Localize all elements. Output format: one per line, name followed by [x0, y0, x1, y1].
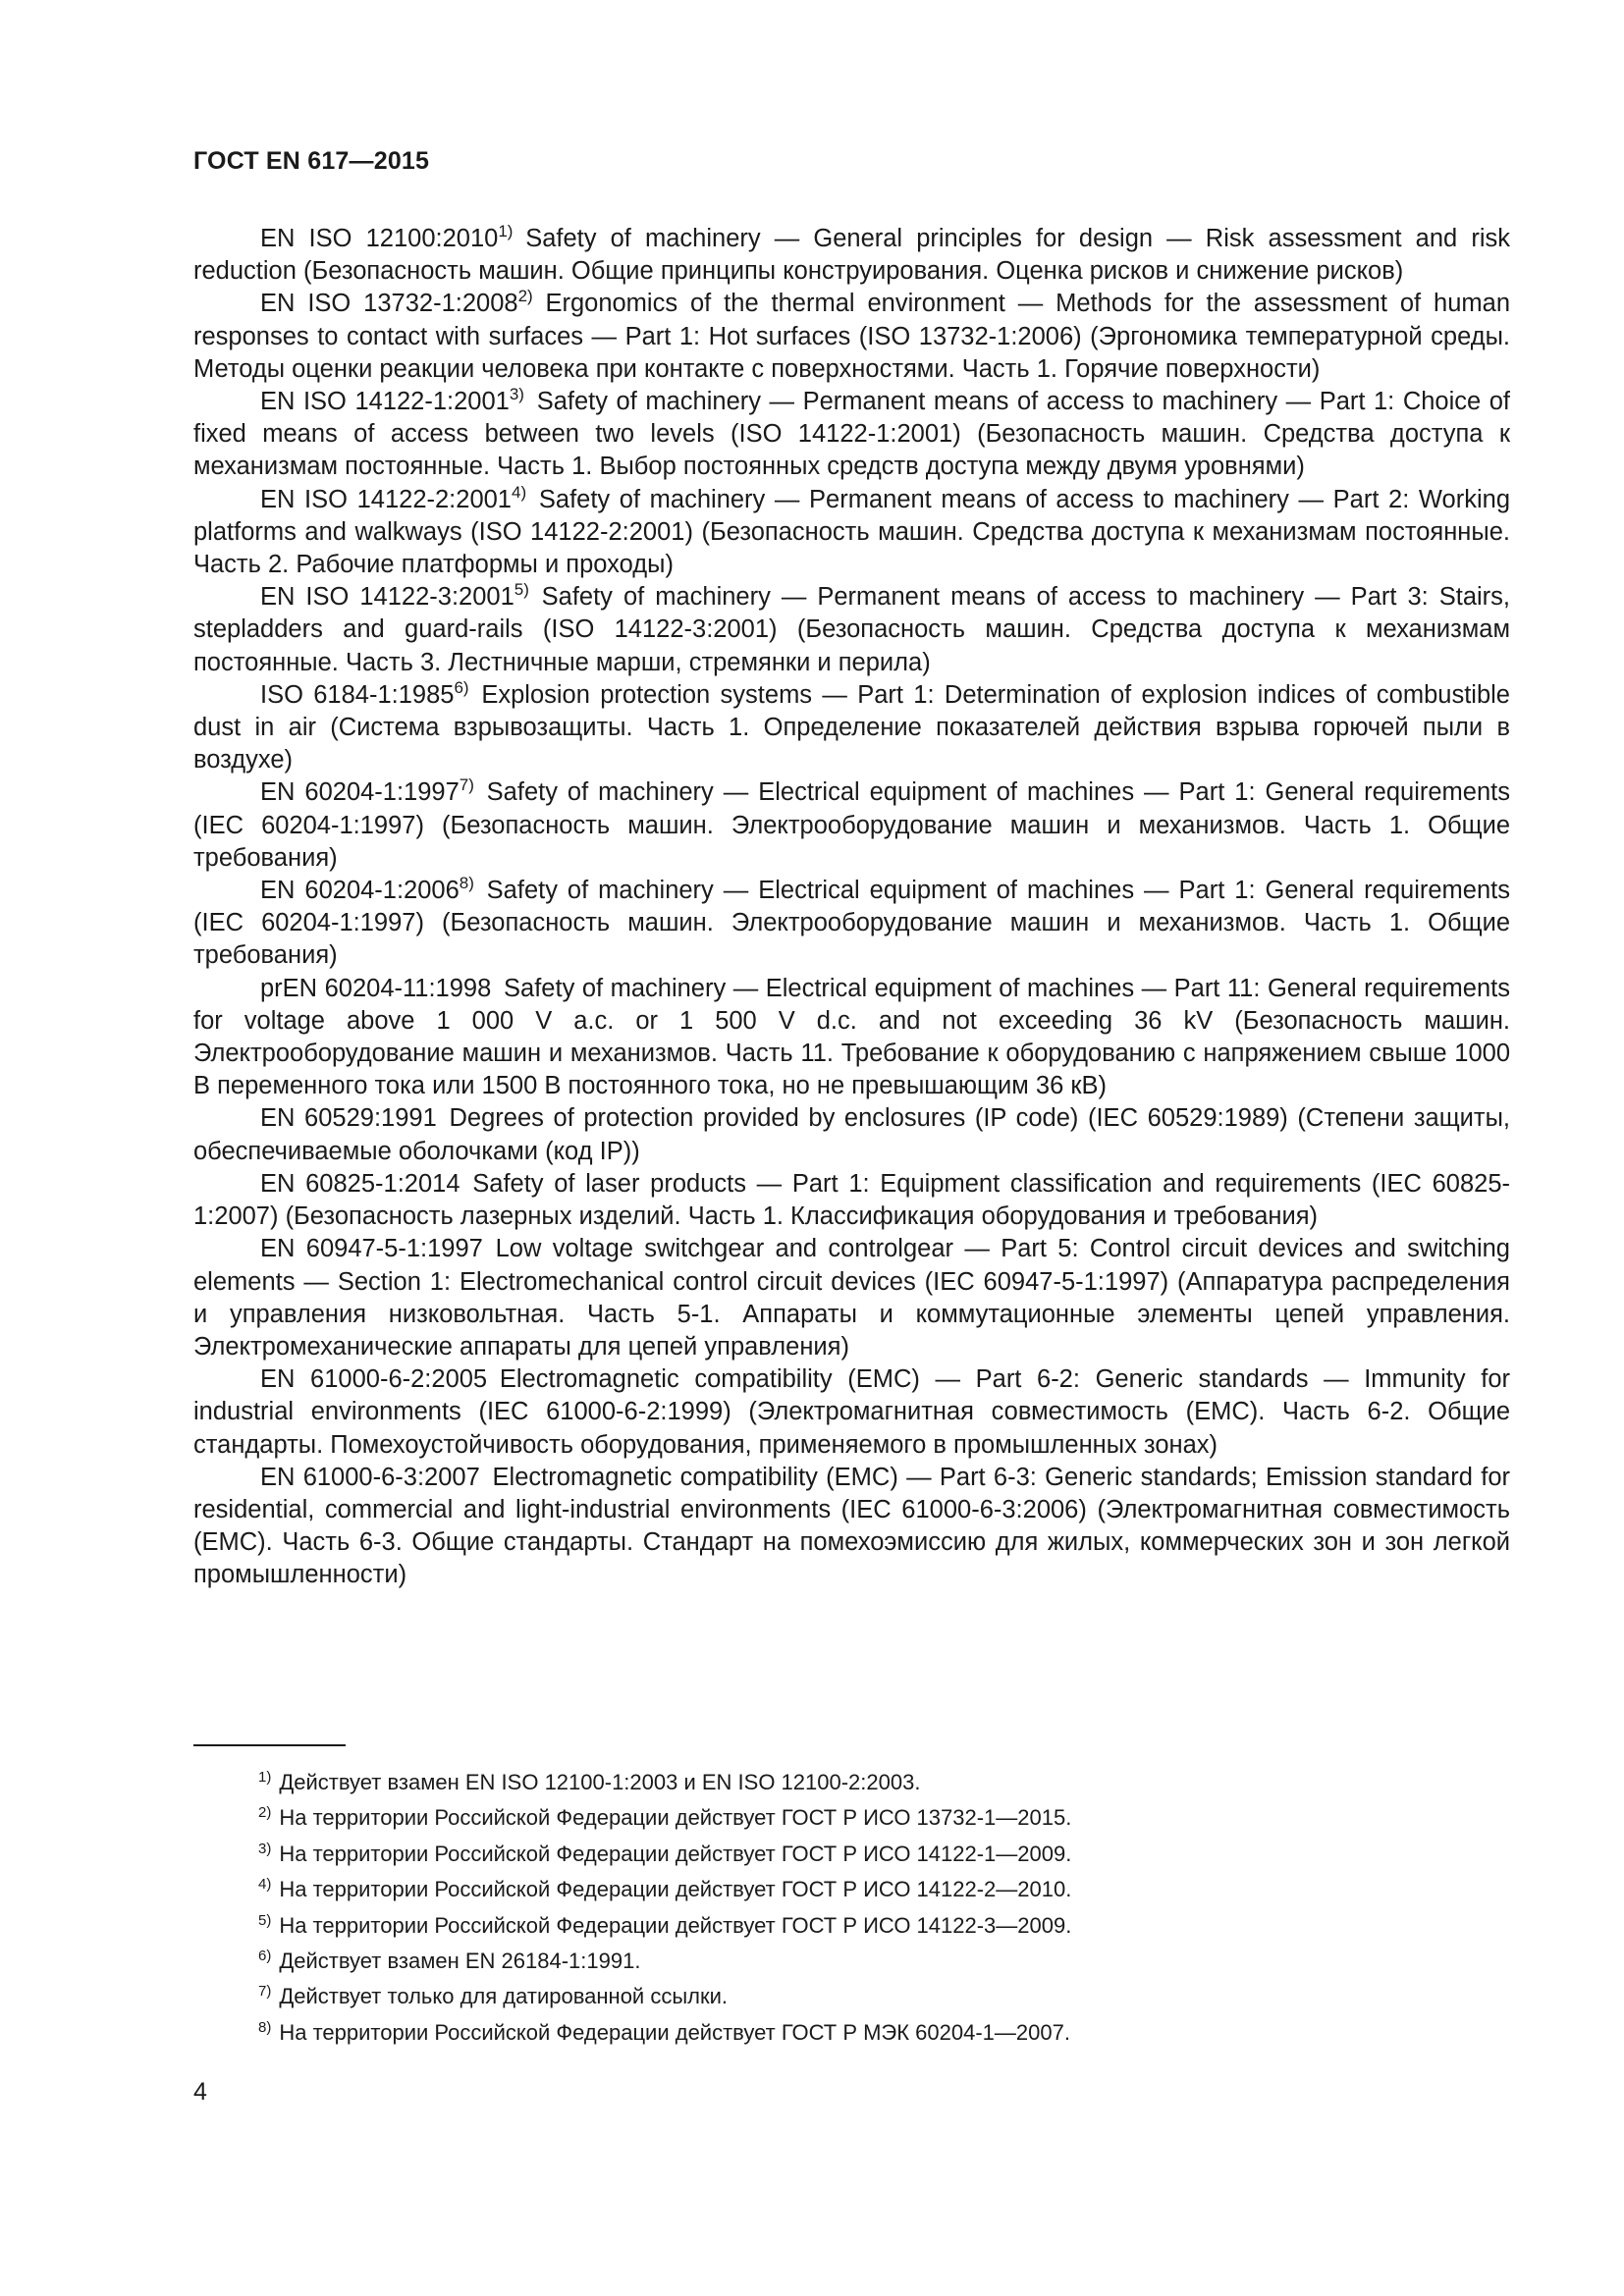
footnote — [258, 2015, 1436, 2051]
footnote-text: На территории Российской Федерации действует ГОСТ Р ИСО 13732-1—2015. — [279, 1805, 1072, 1831]
footnote-text: На территории Российской Федерации действует ГОСТ Р ИСО 14122-3—2009. — [279, 1912, 1072, 1938]
footnote — [258, 1765, 1436, 1800]
page-number: 4 — [193, 2078, 207, 2106]
footnote-text: На территории Российской Федерации действует ГОСТ Р ИСО 14122-2—2010. — [279, 1877, 1072, 1902]
reference-text: Safety of machinery — Permanent means of access to machinery — Part 2: Working platforms and walkways (ISO 14122-2:2001) (Безопасность машин. Средства доступа к механизмам постоянные. Часть 2. Рабочие платформы и проходы) — [193, 485, 1510, 579]
footnote-number: 1) — [258, 1769, 272, 1786]
footnote-number: 6) — [258, 1947, 272, 1964]
footnote-text: Действует только для датированной ссылки. — [279, 1984, 729, 2009]
reference-entry — [193, 875, 1510, 973]
reference-entry — [193, 1102, 1510, 1167]
footnote-mark: 7) — [459, 775, 474, 795]
reference-code: EN 61000-6-3:2007 — [260, 1463, 480, 1491]
footnote-number: 8) — [258, 2018, 272, 2036]
reference-text: Ergonomics of the thermal environment — Methods for the assessment of human responses to contact with surfaces — Part 1: Hot surfaces (ISO 13732-1:2006) (Эргономика температурной среды. Методы оценки реакции человека при контакте с поверхностями. Часть 1. Горячие поверхности) — [193, 290, 1510, 383]
reference-code: EN ISO 14122-2:2001 — [260, 485, 512, 513]
reference-text: Degrees of protection provided by enclosures (IP code) (IEC 60529:1989) (Степени защиты, обеспечиваемые оболочками (код IP)) — [193, 1104, 1511, 1165]
reference-code: EN ISO 14122-1:2001 — [260, 388, 510, 416]
reference-entry — [193, 776, 1510, 875]
reference-entry — [193, 288, 1510, 386]
footnote-mark: 2) — [517, 287, 533, 306]
footnote — [258, 1979, 1436, 2014]
reference-code: EN 60947-5-1:1997 — [260, 1235, 483, 1263]
reference-entry — [193, 1363, 1510, 1462]
reference-text: Electromagnetic compatibility (EMC) — Part 6-2: Generic standards — Immunity for industrial environments (IEC 61000-6-2:1999) (Электромагнитная совместимость (ЕМС). Часть 6-2. Общие стандарты. Помехоустойчивость оборудования, применяемого в промышленных зонах) — [193, 1365, 1511, 1459]
reference-entry — [193, 484, 1510, 582]
reference-entry — [193, 1168, 1510, 1233]
reference-code: EN 60204-1:1997 — [260, 778, 460, 807]
footnote-text: На территории Российской Федерации действует ГОСТ Р ИСО 14122-1—2009. — [279, 1841, 1072, 1866]
footnote-text: Действует взамен EN ISO 12100-1:2003 и EN ISO 12100-2:2003. — [279, 1770, 921, 1794]
footnote-mark: 4) — [512, 482, 527, 502]
footnote-mark: 5) — [514, 580, 529, 600]
reference-entry — [193, 1233, 1510, 1363]
footnote — [258, 1944, 1436, 1979]
reference-text: Safety of machinery — Electrical equipment of machines — Part 1: General requirements (IEC 60204-1:1997) (Безопасность машин. Электрооборудование машин и механизмов. Часть 1. Общие требования) — [193, 877, 1510, 970]
reference-code: prEN 60204-11:1998 — [260, 974, 492, 1002]
footnote — [258, 1872, 1436, 1907]
footnote-separator — [193, 1744, 346, 1746]
reference-entry — [193, 581, 1510, 679]
footnote-number: 7) — [258, 1983, 272, 2001]
reference-code: ISO 6184-1:1985 — [260, 680, 455, 709]
reference-code: EN ISO 14122-3:2001 — [260, 583, 514, 612]
reference-code: EN 60204-1:2006 — [260, 877, 460, 905]
reference-entry — [193, 386, 1510, 484]
reference-text: Electromagnetic compatibility (EMC) — Part 6-3: Generic standards; Emission standard for residential, commercial and light-industrial environments (IEC 61000-6-3:2006) (Электромагнитная совместимость (ЕМС). Часть 6-3. Общие стандарты. Стандарт на помехоэмиссию для жилых, коммерческих зон и зон легкой промышленности) — [193, 1463, 1510, 1589]
normative-references-list — [193, 223, 1510, 1592]
reference-entry — [193, 679, 1510, 777]
footnote — [258, 1800, 1436, 1836]
reference-text: Low voltage switchgear and controlgear — Part 5: Control circuit devices and switching elements — Section 1: Electromechanical control circuit devices (IEC 60947-5-1:1997) (Аппаратура распределения и управления низковольтная. Часть 5-1. Аппараты и коммутационные элементы цепей управления. Электромеханические аппараты для цепей управления) — [193, 1235, 1510, 1361]
footnote — [258, 1837, 1436, 1872]
footnote-number: 3) — [258, 1840, 272, 1857]
reference-text: Safety of machinery — Electrical equipment of machines — Part 11: General requirements for voltage above 1 000 V a.c. or 1 500 V d.c. and not exceeding 36 kV (Безопасность машин. Электрооборудование машин и механизмов. Часть 11. Требование к оборудованию с напряжением свыше 1000 В переменного тока или 1500 В постоянного тока, но не превышающим 36 кВ) — [193, 974, 1510, 1100]
footnote-number: 4) — [258, 1876, 272, 1894]
footnote-mark: 8) — [459, 874, 474, 893]
footnote-mark: 3) — [509, 385, 524, 404]
reference-text: Explosion protection systems — Part 1: Determination of explosion indices of combustible dust in air (Система взрывозащиты. Часть 1. Определение показателей действия взрыва горючей пыли в воздухе) — [193, 680, 1510, 774]
reference-entry — [193, 973, 1510, 1103]
footnote-mark: 1) — [498, 222, 514, 240]
reference-code: EN ISO 13732-1:2008 — [260, 290, 518, 318]
footnote-number: 2) — [258, 1804, 272, 1822]
reference-text: Safety of machinery — Permanent means of access to machinery — Part 3: Stairs, stepladders and guard-rails (ISO 14122-3:2001) (Безопасность машин. Средства доступа к механизмам постоянные. Часть 3. Лестничные марши, стремянки и перила) — [193, 583, 1510, 676]
footnote-number: 5) — [258, 1911, 272, 1929]
footnote-mark: 6) — [454, 677, 469, 697]
footnote-text: На территории Российской Федерации действует ГОСТ Р МЭК 60204-1—2007. — [279, 2019, 1070, 2045]
reference-text: Safety of laser products — Part 1: Equipment classification and requirements (IEC 60825-1:2007) (Безопасность лазерных изделий. Часть 1. Классификация оборудования и требования) — [193, 1169, 1510, 1231]
page-header-title: ГОСТ EN 617—2015 — [193, 147, 430, 175]
reference-code: EN 60529:1991 — [260, 1104, 437, 1133]
reference-code: EN 60825-1:2014 — [260, 1169, 460, 1198]
reference-entry — [193, 223, 1510, 288]
footnote-text: Действует взамен EN 26184-1:1991. — [279, 1948, 641, 1973]
reference-text: Safety of machinery — Permanent means of access to machinery — Part 1: Choice of fixed means of access between two levels (ISO 14122-1:2001) (Безопасность машин. Средства доступа к механизмам постоянные. Часть 1. Выбор постоянных средств доступа между двумя уровнями) — [193, 388, 1511, 481]
reference-entry — [193, 1462, 1510, 1592]
reference-code: EN ISO 12100:2010 — [260, 225, 499, 252]
footnote — [258, 1908, 1436, 1944]
footnotes-list — [258, 1765, 1436, 2051]
reference-text: Safety of machinery — General principles for design — Risk assessment and risk reduction (Безопасность машин. Общие принципы конструирования. Оценка рисков и снижение рисков) — [193, 225, 1511, 286]
reference-text: Safety of machinery — Electrical equipment of machines — Part 1: General requirements (IEC 60204-1:1997) (Безопасность машин. Электрооборудование машин и механизмов. Часть 1. Общие требования) — [193, 778, 1510, 872]
reference-code: EN 61000-6-2:2005 — [260, 1365, 488, 1394]
